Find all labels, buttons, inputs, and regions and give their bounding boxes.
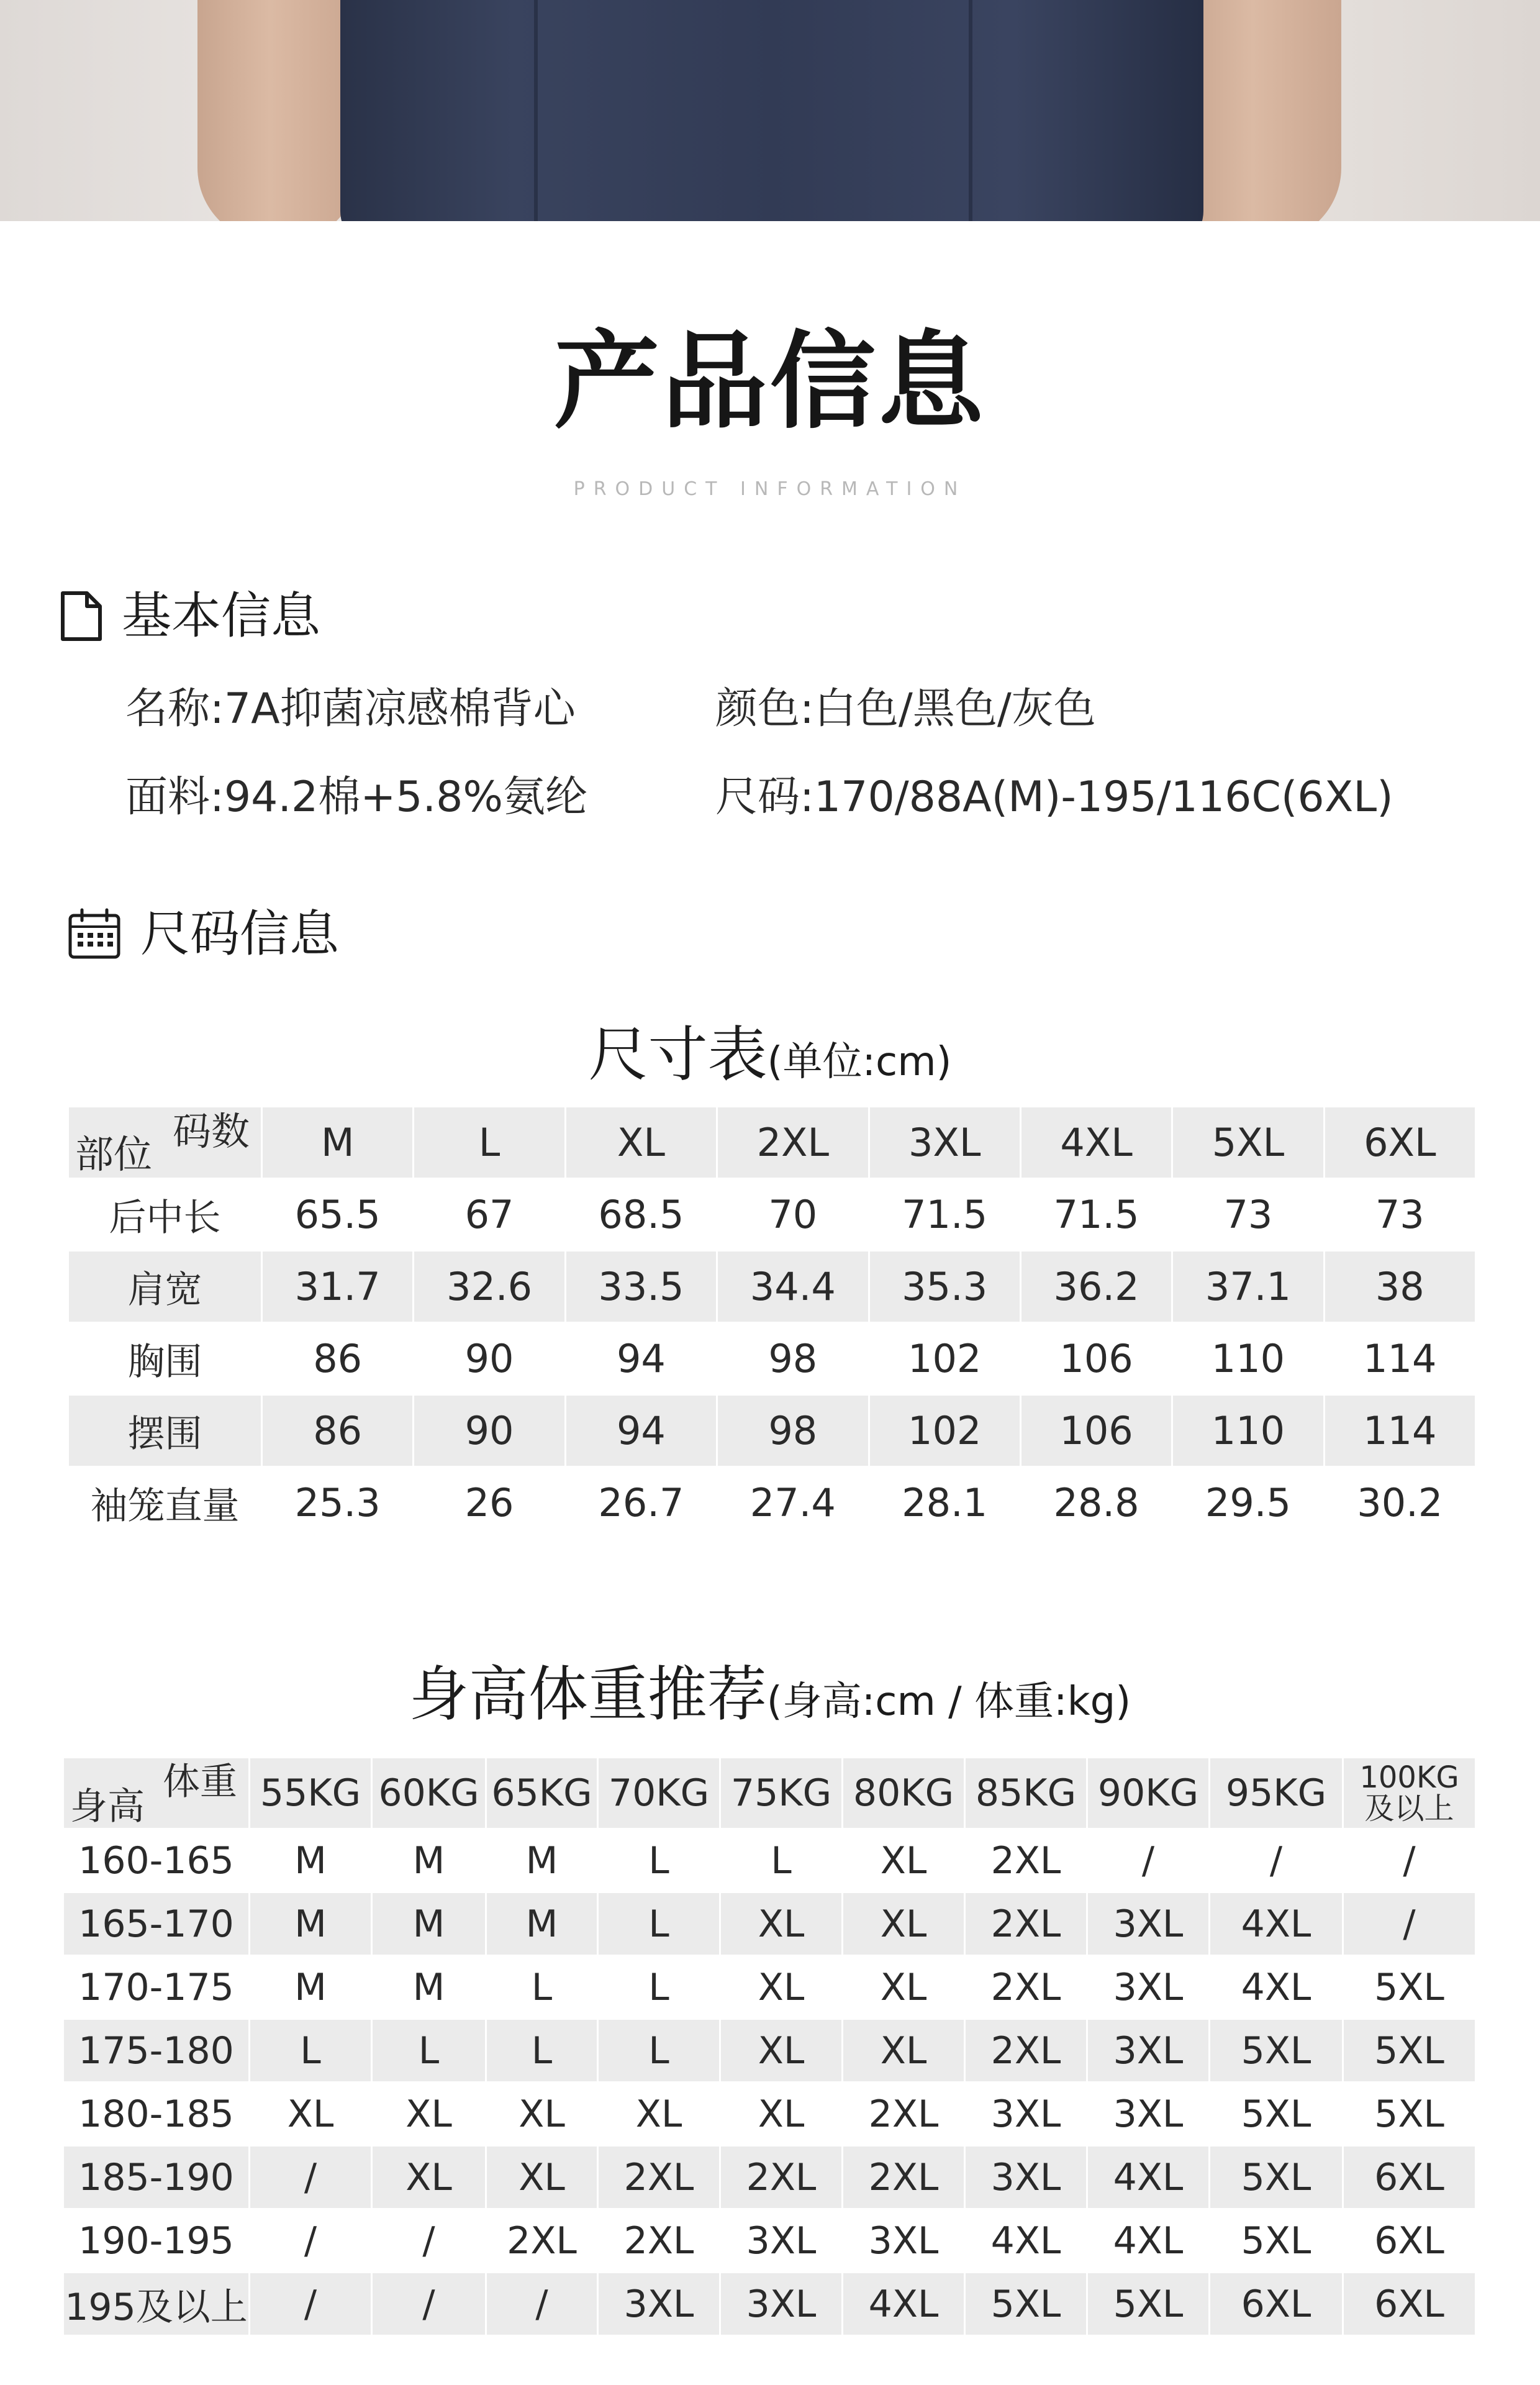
size-table-cell: 106 [1020,1395,1172,1467]
recommend-table-cell: 6XL [1343,2146,1476,2209]
recommend-table-cell: L [486,1956,598,2019]
recommend-table-row [63,1829,1476,1892]
recommend-table-cell: M [372,1829,486,1892]
recommend-table-cell: 3XL [965,2083,1087,2146]
recommend-table-cell: / [372,2273,486,2336]
recommend-table-cell: 2XL [965,1956,1087,2019]
recommend-table-row [63,2209,1476,2273]
size-info-heading [67,905,339,963]
size-table-cell: 71.5 [1020,1179,1172,1251]
recommend-table-corner-cell [63,1758,250,1829]
size-table-title [0,1020,1540,1089]
size-table-cell: 37.1 [1172,1251,1324,1323]
size-table-cell: 67 [414,1179,565,1251]
recommend-table-cell: 3XL [965,2146,1087,2209]
recommend-table-cell: 2XL [720,2146,843,2209]
recommend-table-cell: 4XL [1210,1892,1343,1956]
recommend-table-cell: L [250,2019,372,2083]
recommend-table-row [63,2273,1476,2336]
size-table-col-header: L [414,1107,565,1179]
size-table-cell: 114 [1324,1323,1475,1395]
recommend-table-cell: M [486,1892,598,1956]
recommend-table-cell: 6XL [1343,2209,1476,2273]
recommend-table-corner-bottom: 身高 [70,1785,145,1828]
size-table-col-header: 5XL [1172,1107,1324,1179]
recommend-table-row-label: 195及以上 [63,2273,250,2336]
recommend-table-cell: 4XL [1210,1956,1343,2019]
size-table-cell: 26.7 [565,1467,717,1539]
recommend-table-cell: L [598,1892,720,1956]
size-table-cell: 26 [414,1467,565,1539]
page-subtitle: PRODUCT INFORMATION [573,478,967,500]
size-table-cell: 94 [565,1395,717,1467]
size-table-cell: 36.2 [1020,1251,1172,1323]
recommend-table-cell: 3XL [1087,2019,1210,2083]
recommend-table-cell: XL [486,2083,598,2146]
recommend-table-cell: 2XL [486,2209,598,2273]
size-table-row-label: 胸围 [68,1323,262,1395]
basic-info-heading [60,587,320,645]
recommend-table-cell: 5XL [1343,2019,1476,2083]
size-table-cell: 28.1 [869,1467,1020,1539]
size-table-cell: 98 [717,1395,869,1467]
recommend-table-row [63,2146,1476,2209]
recommend-table-cell: 3XL [1087,1892,1210,1956]
size-table-cell: 34.4 [717,1251,869,1323]
garment-fold [534,0,538,221]
product-color: 颜色:白色/黑色/灰色 [715,684,1096,734]
recommend-table-cell: 2XL [965,1829,1087,1892]
garment-fold [969,0,972,221]
size-table-cell: 110 [1172,1395,1324,1467]
recommend-table-cell: M [372,1956,486,2019]
recommend-table-row [63,1956,1476,2019]
recommend-table-row [63,1892,1476,1956]
product-name: 名称:7A抑菌凉感棉背心 [125,684,576,734]
size-table-cell: 106 [1020,1323,1172,1395]
size-table-cell: 25.3 [262,1467,414,1539]
recommend-table-cell: 3XL [1087,1956,1210,2019]
recommend-table-row [63,2019,1476,2083]
recommend-table-cell: 2XL [965,1892,1087,1956]
size-table-cell: 98 [717,1323,869,1395]
size-table-cell: 90 [414,1323,565,1395]
size-table-cell: 86 [262,1323,414,1395]
recommend-table-cell: XL [598,2083,720,2146]
left-arm [197,0,359,221]
size-table-row [68,1467,1476,1539]
recommend-table-cell: L [720,1829,843,1892]
size-table-cell: 102 [869,1323,1020,1395]
recommend-table-cell: / [1087,1829,1210,1892]
recommend-table-cell: M [250,1829,372,1892]
size-table-cell: 68.5 [565,1179,717,1251]
size-table-row-label: 后中长 [68,1179,262,1251]
size-table-col-header: 3XL [869,1107,1020,1179]
size-table [67,1106,1477,1540]
recommend-table-cell: L [598,1956,720,2019]
recommend-table-cell: / [486,2273,598,2336]
size-table-col-header: 6XL [1324,1107,1475,1179]
recommend-table-title [0,1660,1540,1729]
recommend-table-cell: 2XL [965,2019,1087,2083]
size-table-cell: 28.8 [1020,1467,1172,1539]
size-table-corner-bottom: 部位 [75,1132,153,1177]
recommend-table-col-header: 95KG [1210,1758,1343,1829]
size-table-cell: 73 [1324,1179,1475,1251]
recommend-table-header-row [63,1758,1476,1829]
recommend-table-cell: 4XL [965,2209,1087,2273]
recommend-table-title-text: 身高体重推荐 [409,1660,767,1729]
recommend-table-cell: / [372,2209,486,2273]
recommend-table-cell: XL [250,2083,372,2146]
recommend-table-col-header: 55KG [250,1758,372,1829]
recommend-table-cell: 2XL [843,2083,965,2146]
size-table-cell: 35.3 [869,1251,1020,1323]
recommend-table-row-label: 175-180 [63,2019,250,2083]
recommend-table-cell: / [1343,1829,1476,1892]
size-table-cell: 31.7 [262,1251,414,1323]
recommend-table-cell: 5XL [1343,2083,1476,2146]
recommend-table-cell: 5XL [1210,2209,1343,2273]
size-table-cell: 65.5 [262,1179,414,1251]
recommend-table-cell: XL [486,2146,598,2209]
size-table-row-label: 摆围 [68,1395,262,1467]
size-table-cell: 27.4 [717,1467,869,1539]
recommend-table-cell: 4XL [1087,2209,1210,2273]
size-table-cell: 30.2 [1324,1467,1475,1539]
size-table-cell: 32.6 [414,1251,565,1323]
recommend-table-cell: XL [720,1892,843,1956]
recommend-table-row-label: 185-190 [63,2146,250,2209]
recommend-table-cell: 6XL [1343,2273,1476,2336]
recommend-table-col-header: 85KG [965,1758,1087,1829]
recommend-table-cell: XL [843,2019,965,2083]
size-table-row [68,1179,1476,1251]
product-fabric: 面料:94.2棉+5.8%氨纶 [125,773,588,822]
recommend-table-cell: 5XL [1210,2146,1343,2209]
recommend-table-cell: XL [843,1892,965,1956]
recommend-table-col-header: 100KG 及以上 [1343,1758,1476,1829]
size-table-cell: 114 [1324,1395,1475,1467]
size-table-unit: (单位:cm) [767,1039,952,1085]
recommend-table-cell: 3XL [843,2209,965,2273]
page-title: 产品信息 [553,320,986,443]
size-table-row-label: 袖笼直量 [68,1467,262,1539]
recommend-table-cell: 5XL [965,2273,1087,2336]
size-table-col-header: 2XL [717,1107,869,1179]
size-table-row-label: 肩宽 [68,1251,262,1323]
size-table-cell: 102 [869,1395,1020,1467]
size-table-row [68,1251,1476,1323]
right-arm [1180,0,1341,221]
recommend-table-cell: 3XL [720,2273,843,2336]
size-table-cell: 73 [1172,1179,1324,1251]
recommend-table-cell: 4XL [843,2273,965,2336]
recommend-table-cell: XL [843,1829,965,1892]
size-table-cell: 38 [1324,1251,1475,1323]
recommend-table-cell: M [250,1956,372,2019]
size-table-cell: 71.5 [869,1179,1020,1251]
recommend-table-cell: 5XL [1087,2273,1210,2336]
recommend-table-col-header: 70KG [598,1758,720,1829]
size-table-row [68,1323,1476,1395]
recommend-table-col-header: 80KG [843,1758,965,1829]
recommend-table-row-label: 170-175 [63,1956,250,2019]
size-table-cell: 90 [414,1395,565,1467]
recommend-table-cell: 5XL [1210,2083,1343,2146]
document-icon [60,590,103,642]
size-table-cell: 86 [262,1395,414,1467]
recommend-table-cell: 2XL [598,2209,720,2273]
recommend-table-cell: XL [372,2146,486,2209]
size-table-cell: 94 [565,1323,717,1395]
recommend-table-cell: L [372,2019,486,2083]
recommend-table-cell: / [250,2146,372,2209]
recommend-table-cell: / [1210,1829,1343,1892]
recommend-table-cell: XL [372,2083,486,2146]
size-table-cell: 110 [1172,1323,1324,1395]
size-table-cell: 33.5 [565,1251,717,1323]
size-table-row [68,1395,1476,1467]
recommend-table-cell: XL [720,2083,843,2146]
recommend-table-corner-top: 体重 [163,1760,237,1804]
recommend-table-row [63,2083,1476,2146]
size-table-corner-top: 码数 [172,1109,250,1154]
recommend-table-cell: 3XL [598,2273,720,2336]
recommend-table-cell: M [486,1829,598,1892]
calendar-icon [67,908,122,960]
recommend-table-cell: 4XL [1087,2146,1210,2209]
recommend-table-row-label: 160-165 [63,1829,250,1892]
size-table-title-text: 尺寸表 [588,1020,768,1089]
recommend-table-cell: 6XL [1210,2273,1343,2336]
recommend-table-cell: L [486,2019,598,2083]
recommend-table-cell: XL [720,2019,843,2083]
recommend-table-unit: (身高:cm / 体重:kg) [766,1679,1131,1725]
recommend-table-cell: XL [843,1956,965,2019]
size-table-corner-cell [68,1107,262,1179]
size-table-cell: 70 [717,1179,869,1251]
recommend-table-cell: M [250,1892,372,1956]
size-table-col-header: 4XL [1020,1107,1172,1179]
recommend-table-cell: M [372,1892,486,1956]
size-table-col-header: M [262,1107,414,1179]
size-info-title: 尺码信息 [140,905,339,963]
size-table-header-row [68,1107,1476,1179]
recommend-table-col-header: 65KG [486,1758,598,1829]
recommend-table-cell: L [598,2019,720,2083]
recommend-table-col-header: 60KG [372,1758,486,1829]
recommend-table [62,1756,1477,2337]
recommend-table-col-header: 90KG [1087,1758,1210,1829]
recommend-table-cell: 5XL [1343,1956,1476,2019]
recommend-table-cell: 2XL [843,2146,965,2209]
basic-info-title: 基本信息 [122,587,320,645]
recommend-table-cell: 3XL [1087,2083,1210,2146]
size-table-col-header: XL [565,1107,717,1179]
recommend-table-cell: / [1343,1892,1476,1956]
recommend-table-row-label: 165-170 [63,1892,250,1956]
recommend-table-row-label: 180-185 [63,2083,250,2146]
recommend-table-cell: 5XL [1210,2019,1343,2083]
size-table-cell: 29.5 [1172,1467,1324,1539]
product-size-range: 尺码:170/88A(M)-195/116C(6XL) [715,773,1393,822]
recommend-table-cell: L [598,1829,720,1892]
navy-vest-garment [340,0,1203,221]
recommend-table-col-header: 75KG [720,1758,843,1829]
product-photo [0,0,1540,221]
recommend-table-row-label: 190-195 [63,2209,250,2273]
recommend-table-cell: / [250,2273,372,2336]
recommend-table-cell: 2XL [598,2146,720,2209]
recommend-table-cell: / [250,2209,372,2273]
recommend-table-cell: XL [720,1956,843,2019]
recommend-table-cell: 3XL [720,2209,843,2273]
